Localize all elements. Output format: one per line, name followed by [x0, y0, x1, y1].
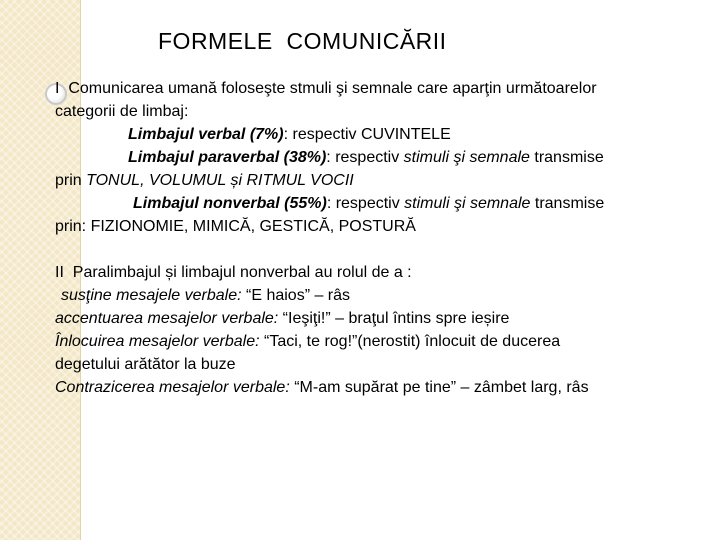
section1-intro-line2: categorii de limbaj:: [55, 103, 189, 120]
section-gap: [55, 238, 695, 261]
role-support-label: susţine mesajele verbale:: [61, 287, 242, 304]
verbal-language-label: Limbajul verbal (7%): [128, 126, 284, 143]
section1-intro-line1: I Comunicarea umană foloseşte stmuli şi semnale care aparţin următoarelor: [55, 80, 597, 97]
role-accent-label: accentuarea mesajelor verbale:: [55, 310, 279, 327]
paraverbal-cont-italic: TONUL, VOLUMUL și RITMUL VOCII: [86, 172, 354, 189]
paraverbal-language-line: [55, 146, 695, 169]
paraverbal-continuation: [55, 169, 695, 192]
nonverbal-text-a: : respectiv: [326, 195, 405, 212]
slide-title: FORMELE COMUNICĂRII: [158, 28, 447, 54]
paraverbal-language-label: Limbajul paraverbal (38%): [128, 149, 327, 166]
role-support-example: “E haios” – râs: [241, 287, 351, 304]
paraverbal-text-a: : respectiv: [326, 149, 404, 166]
role-item-support: [55, 284, 695, 307]
role-contradict-label: Contrazicerea mesajelor verbale:: [55, 379, 290, 396]
role-item-accent: [55, 307, 695, 330]
role-item-replace: [55, 330, 695, 353]
role-contradict-example: “M-am supărat pe tine” – zâmbet larg, râs: [289, 379, 589, 396]
paraverbal-italic: stimuli şi semnale: [403, 149, 530, 166]
role-replace-continuation: degetului arătător la buze: [55, 356, 236, 373]
nonverbal-language-line: [55, 192, 695, 215]
verbal-language-line: [55, 123, 695, 146]
nonverbal-language-label: Limbajul nonverbal (55%): [133, 195, 327, 212]
role-item-contradict: [55, 376, 695, 399]
role-accent-example: “Ieşiţi!” – braţul întins spre ieșire: [278, 310, 510, 327]
verbal-language-text: : respectiv CUVINTELE: [283, 126, 451, 143]
slide-body: [55, 77, 695, 399]
nonverbal-text-b: transmise: [530, 195, 605, 212]
section2-intro: II Paralimbajul și limbajul nonverbal au rolul de a :: [55, 264, 412, 281]
paraverbal-cont-a: prin: [55, 172, 87, 189]
paraverbal-text-b: transmise: [529, 149, 604, 166]
nonverbal-italic: stimuli şi semnale: [404, 195, 531, 212]
role-replace-label: Înlocuirea mesajelor verbale:: [55, 333, 260, 350]
role-replace-example: “Taci, te rog!”(nerostit) înlocuit de ducerea: [259, 333, 561, 350]
nonverbal-continuation: prin: FIZIONOMIE, MIMICĂ, GESTICĂ, POSTURĂ: [55, 218, 416, 235]
